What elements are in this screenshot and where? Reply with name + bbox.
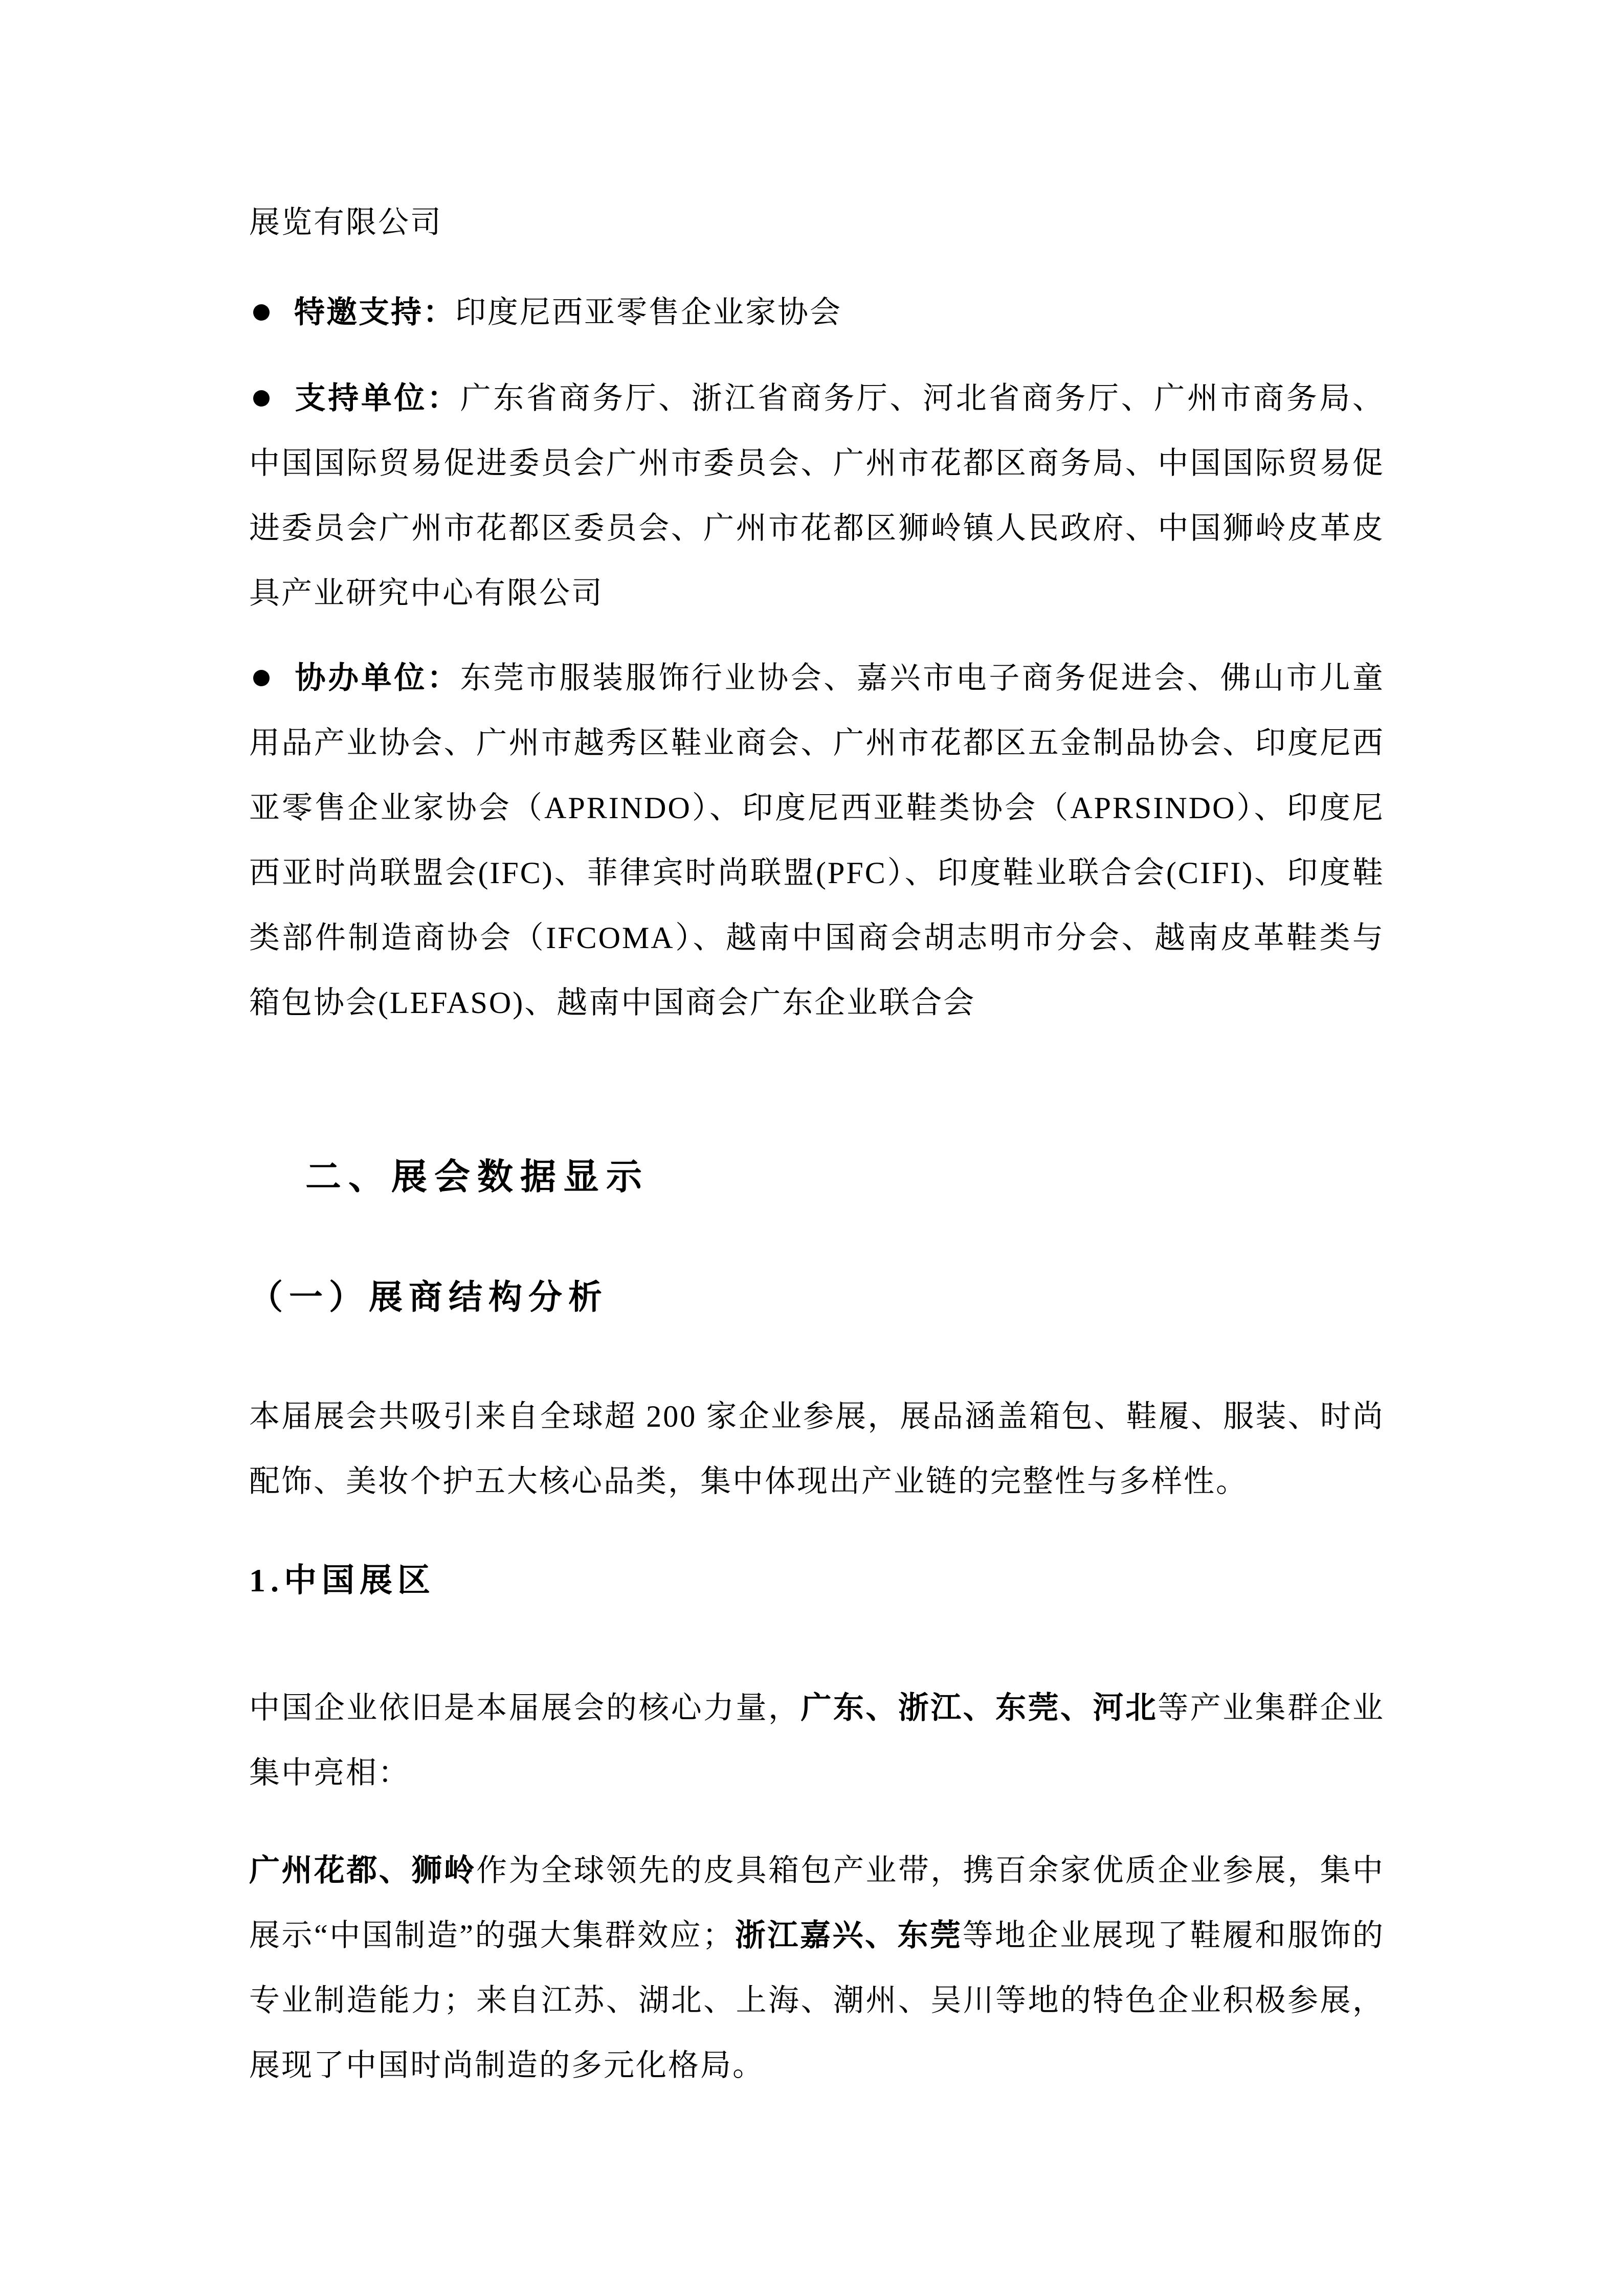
bullet-supporting-units <box>249 366 1385 626</box>
bullet-special-support <box>249 280 1385 345</box>
special-support-label: 特邀支持： <box>294 296 455 329</box>
supporting-units-text: 广东省商务厅、浙江省商务厅、河北省商务厅、广州市商务局、中国国际贸易促进委员会广州市委员会、广州市花都区商务局、中国国际贸易促进委员会广州市花都区委员会、广州市花都区狮岭镇人民政府、中国狮岭皮革皮具产业研究中心有限公司 <box>249 381 1385 610</box>
china-intro-run: 中国企业依旧是本届展会的核心力量， <box>249 1691 801 1725</box>
paragraph-china-intro <box>249 1676 1385 1806</box>
paragraph-industry-clusters <box>249 1838 1385 2098</box>
bullet-dot-icon <box>253 670 270 686</box>
paragraph-overview: 本届展会共吸引来自全球超 200 家企业参展，展品涵盖箱包、鞋履、服装、时尚配饰、美妆个护五大核心品类，集中体现出产业链的完整性与多样性。 <box>249 1400 1385 1498</box>
co-organizers-text: 东莞市服装服饰行业协会、嘉兴市电子商务促进会、佛山市儿童用品产业协会、广州市越秀区鞋业商会、广州市花都区五金制品协会、印度尼西亚零售企业家协会（APRINDO）、印度尼西亚鞋类协会（APRSINDO）、印度尼西亚时尚联盟会(IFC)、菲律宾时尚联盟(PFC）、印度鞋业联合会(CIFI)、印度鞋类部件制造商协会（IFCOMA）、越南中国商会胡志明市分会、越南皮革鞋类与箱包协会(LEFASO)、越南中国商会广东企业联合会 <box>249 661 1385 1020</box>
clusters-bold-jiaxing-dongguan: 浙江嘉兴、东莞 <box>735 1919 963 1952</box>
china-intro-bold-regions: 广东、浙江、东莞、河北 <box>800 1691 1158 1725</box>
bullet-dot-icon <box>253 390 270 407</box>
special-support-text: 印度尼西亚零售企业家协会 <box>455 296 842 329</box>
heading-china-zone: 1.中国展区 <box>249 1562 435 1599</box>
bullet-co-organizers <box>249 646 1385 1036</box>
clusters-run: 作为全球领先的皮具箱包产业带，携百余家优质企业参展，集中展示“中国制造”的强大集群效应； <box>249 1854 1385 1952</box>
clusters-bold-huadu-shiling: 广州花都、狮岭 <box>249 1854 477 1887</box>
bullet-dot-icon <box>253 304 270 321</box>
clusters-run: 等地企业展现了鞋履和服饰的专业制造能力；来自江苏、湖北、上海、潮州、吴川等地的特色企业积极参展，展现了中国时尚制造的多元化格局。 <box>249 1919 1385 2082</box>
section-heading-exhibition-data: 二、展会数据显示 <box>305 1157 649 1197</box>
paragraph-company-continuation: 展览有限公司 <box>249 206 442 239</box>
supporting-units-label: 支持单位： <box>294 381 460 415</box>
china-intro-run: 等产业集群企业集中亮相： <box>249 1691 1385 1790</box>
subsection-heading-exhibitor-structure: （一）展商结构分析 <box>249 1278 608 1316</box>
co-organizers-label: 协办单位： <box>294 661 460 695</box>
